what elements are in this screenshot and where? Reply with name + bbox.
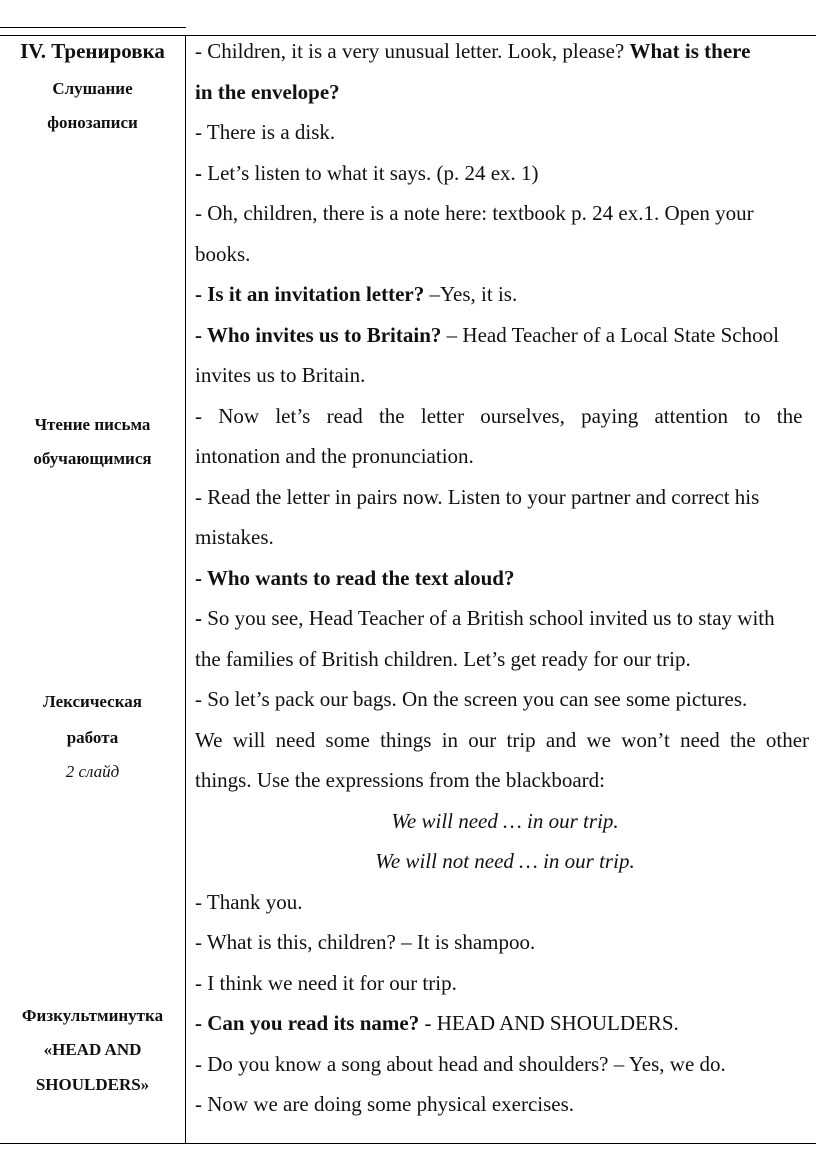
dialogue-line-25: - Can you read its name? - HEAD AND SHOULDERS. bbox=[195, 1011, 679, 1035]
dialogue-line-2: in the envelope? bbox=[195, 80, 340, 104]
dialogue-line-22: - Thank you. bbox=[195, 890, 303, 914]
dialogue-line-3: - There is a disk. bbox=[195, 120, 336, 144]
dialogue-line-8: - Who invites us to Britain? – Head Teacher of a Local State School bbox=[195, 323, 779, 347]
dialogue-line-4: - Let’s listen to what it says. (p. 24 ex. 1) bbox=[195, 161, 539, 185]
stage-phys-line2: «HEAD AND bbox=[43, 1040, 142, 1059]
dialogue-line-9: invites us to Britain. bbox=[195, 363, 366, 387]
column-divider bbox=[185, 35, 186, 1143]
dialogue-line-12: - Read the letter in pairs now. Listen to your partner and correct his bbox=[195, 485, 760, 509]
dialogue-line-24: - I think we need it for our trip. bbox=[195, 971, 457, 995]
dialogue-line-17: - So let’s pack our bags. On the screen you can see some pictures. bbox=[195, 687, 748, 711]
stage-lexical-line2: работа bbox=[66, 728, 119, 747]
dialogue-line-6: books. bbox=[195, 242, 251, 266]
dialogue-line-27: - Now we are doing some physical exercises. bbox=[195, 1092, 575, 1116]
stage-title: IV. Тренировка bbox=[20, 39, 165, 63]
dialogue-line-26: - Do you know a song about head and shoulders? – Yes, we do. bbox=[195, 1052, 726, 1076]
stage-reading-line2: обучающимися bbox=[33, 449, 152, 468]
dialogue-line-14: - Who wants to read the text aloud? bbox=[195, 566, 515, 590]
dialogue-line-13: mistakes. bbox=[195, 525, 274, 549]
dialogue-line-11: intonation and the pronunciation. bbox=[195, 444, 474, 468]
dialogue-line-1: - Children, it is a very unusual letter. Look, please? What is there bbox=[195, 39, 751, 63]
dialogue-line-10: - Now let’s read the letter ourselves, paying attention to the bbox=[195, 404, 803, 428]
stage-reading-line1: Чтение письма bbox=[34, 415, 151, 434]
dialogue-line-7: - Is it an invitation letter? –Yes, it is. bbox=[195, 282, 518, 306]
stage-lexical-line1: Лексическая bbox=[43, 692, 142, 711]
stage-listening-line1: Слушание bbox=[52, 79, 133, 98]
dialogue-line-19: things. Use the expressions from the blackboard: bbox=[195, 768, 605, 792]
dialogue-line-18: We will need some things in our trip and we won’t need the other bbox=[195, 728, 810, 752]
stage-column bbox=[0, 35, 185, 1142]
expression-will-need: We will need … in our trip. bbox=[391, 809, 619, 833]
teacher-dialogue-column bbox=[195, 35, 816, 1142]
stage-phys-line1: Физкультминутка bbox=[21, 1006, 164, 1025]
stage-listening-line2: фонозаписи bbox=[47, 113, 138, 132]
stage-phys-line3: SHOULDERS» bbox=[35, 1075, 150, 1094]
top-rule bbox=[0, 27, 186, 28]
expression-will-not-need: We will not need … in our trip. bbox=[375, 849, 635, 873]
dialogue-line-23: - What is this, children? – It is shampoo. bbox=[195, 930, 536, 954]
dialogue-line-15: - So you see, Head Teacher of a British school invited us to stay with bbox=[195, 606, 775, 630]
stage-lexical-slide: 2 слайд bbox=[65, 762, 120, 781]
dialogue-line-16: the families of British children. Let’s get ready for our trip. bbox=[195, 647, 691, 671]
dialogue-line-5: - Oh, children, there is a note here: textbook p. 24 ex.1. Open your bbox=[195, 201, 754, 225]
